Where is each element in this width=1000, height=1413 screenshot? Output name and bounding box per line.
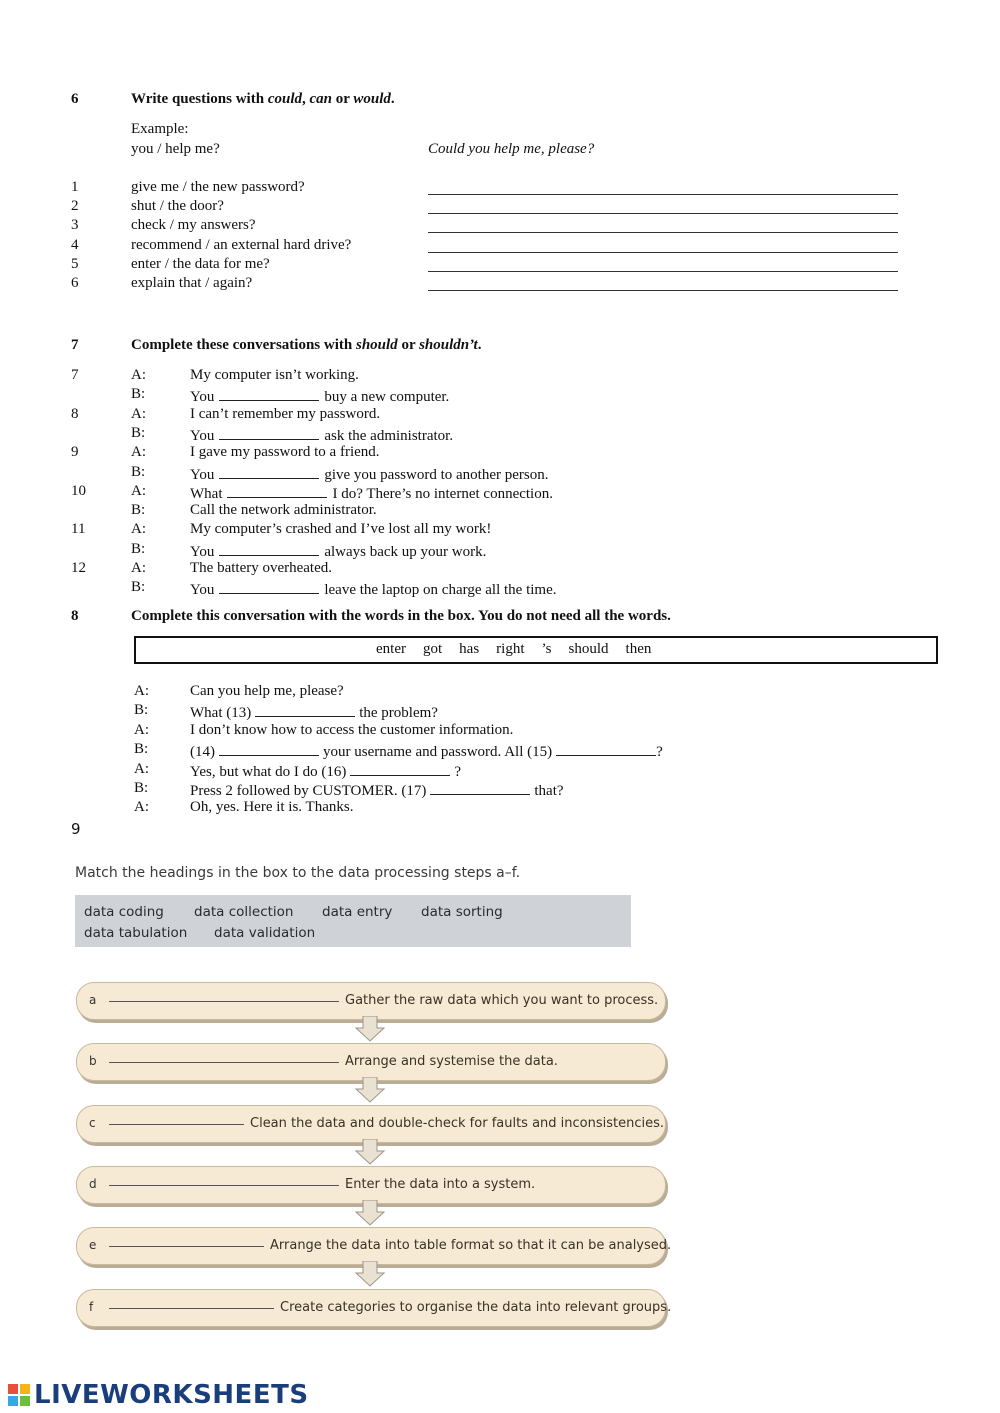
dialog-line — [190, 521, 491, 538]
dialog-text: buy a new computer. — [324, 389, 450, 406]
speaker-label: A: — [134, 760, 149, 777]
dialog-text: always back up your work. — [324, 543, 487, 560]
dialog-line — [190, 741, 663, 761]
dialog-text: Yes, but what do I do (16) — [190, 763, 347, 780]
ex6-instruction: Write questions with could, can or would. — [131, 91, 395, 107]
speaker-label: A: — [134, 799, 149, 816]
word-box-word: should — [568, 641, 609, 657]
word-box-word: ’s — [541, 641, 552, 657]
speaker-label: B: — [131, 463, 146, 480]
step-letter: f — [89, 1299, 94, 1314]
dialog-line — [190, 761, 461, 781]
dialog-line — [190, 702, 438, 722]
dialog-text: Call the network administrator. — [190, 502, 377, 519]
speaker-label: A: — [134, 721, 149, 738]
ex7-instruction: Complete these conversations with should or shouldn’t. — [131, 337, 482, 353]
answer-blank[interactable] — [430, 780, 530, 795]
dialog-text: Oh, yes. Here it is. Thanks. — [190, 799, 354, 816]
answer-blank[interactable] — [109, 1185, 339, 1186]
speaker-label: A: — [131, 521, 146, 538]
heading-item: data sorting — [421, 904, 503, 920]
ex7-number: 7 — [71, 337, 79, 353]
ex6-number: 6 — [71, 91, 79, 107]
conversation-number: 8 — [71, 405, 79, 422]
dialog-text: leave the laptop on charge all the time. — [324, 582, 557, 599]
down-arrow-icon — [355, 1077, 385, 1103]
dialog-line — [190, 799, 353, 816]
answer-line[interactable] — [428, 271, 898, 272]
answer-blank[interactable] — [556, 741, 656, 756]
item-prompt: explain that / again? — [131, 275, 253, 291]
dialog-text: The battery overheated. — [190, 560, 333, 576]
dialog-line — [190, 406, 380, 423]
answer-blank[interactable] — [255, 702, 355, 717]
dialog-text: Press 2 followed by CUSTOMER. (17) — [190, 783, 427, 799]
answer-blank[interactable] — [219, 579, 319, 594]
speaker-label: A: — [131, 367, 146, 383]
step-description: Arrange the data into table format so that it can be analysed. — [270, 1238, 672, 1254]
answer-blank[interactable] — [109, 1246, 264, 1247]
dialog-line — [190, 483, 553, 503]
speaker-label: B: — [131, 540, 146, 557]
word-box-word: then — [625, 641, 652, 657]
down-arrow-icon — [355, 1261, 385, 1287]
step-letter: e — [89, 1238, 97, 1253]
dialog-text: I do? There’s no internet connection. — [332, 485, 553, 502]
dialog-text: ? — [454, 763, 462, 780]
step-description: Clean the data and double-check for faults and inconsistencies. — [250, 1115, 665, 1131]
dialog-line — [190, 780, 564, 800]
down-arrow-icon — [355, 1016, 385, 1042]
item-prompt: give me / the new password? — [131, 179, 305, 195]
step-letter: a — [89, 993, 97, 1007]
item-number: 1 — [71, 179, 79, 195]
step-description: Gather the raw data which you want to process. — [345, 993, 659, 1008]
step-description: Arrange and systemise the data. — [345, 1054, 558, 1070]
speaker-label: B: — [131, 579, 146, 596]
dialog-text: You — [190, 466, 215, 483]
dialog-text: I don’t know how to access the customer information. — [190, 721, 514, 738]
process-step — [76, 1043, 666, 1081]
item-number: 2 — [71, 198, 79, 215]
dialog-line — [190, 464, 548, 484]
answer-blank[interactable] — [109, 1308, 274, 1309]
logo-blocks-icon — [8, 1384, 32, 1408]
dialog-text: You — [190, 543, 215, 560]
process-step — [76, 1166, 666, 1204]
step-letter: b — [89, 1054, 97, 1069]
answer-line[interactable] — [428, 252, 898, 253]
speaker-label: B: — [134, 741, 149, 758]
process-step — [76, 1227, 672, 1265]
dialog-text: What — [190, 485, 223, 502]
dialog-text: You — [190, 582, 215, 599]
step-description: Create categories to organise the data into relevant groups. — [280, 1299, 672, 1315]
dialog-line — [190, 560, 332, 577]
process-step — [76, 982, 666, 1020]
conversation-number: 7 — [71, 367, 79, 383]
dialog-text: ? — [656, 744, 663, 761]
answer-blank[interactable] — [219, 741, 319, 756]
ex8-number: 8 — [71, 608, 79, 624]
dialog-text: What (13) — [190, 705, 252, 722]
ex6-example-answer: Could you help me, please? — [428, 141, 595, 157]
speaker-label: A: — [134, 683, 149, 699]
answer-blank[interactable] — [219, 464, 319, 479]
item-prompt: enter / the data for me? — [131, 255, 270, 272]
speaker-label: A: — [131, 405, 146, 422]
dialog-text: You — [190, 389, 215, 406]
ex8-instruction: Complete this conversation with the words in the box. You do not need all the words. — [131, 608, 671, 624]
dialog-text: Can you help me, please? — [190, 683, 344, 699]
speaker-label: A: — [131, 482, 146, 499]
ex6-example-prompt: you / help me? — [131, 141, 220, 157]
dialog-line — [190, 444, 380, 461]
word-box-word: right — [496, 641, 525, 657]
conversation-number: 10 — [71, 482, 86, 499]
dialog-line — [190, 386, 449, 406]
speaker-label: A: — [131, 444, 146, 461]
item-prompt: shut / the door? — [131, 198, 224, 215]
step-letter: d — [89, 1176, 97, 1191]
dialog-line — [190, 541, 486, 561]
dialog-line — [190, 722, 513, 739]
dialog-line — [190, 683, 344, 700]
step-letter: c — [89, 1115, 96, 1130]
item-number: 3 — [71, 217, 79, 234]
item-prompt: recommend / an external hard drive? — [131, 236, 352, 253]
dialog-line — [190, 425, 453, 445]
down-arrow-icon — [355, 1139, 385, 1165]
dialog-line — [190, 367, 359, 384]
answer-line[interactable] — [428, 232, 898, 233]
dialog-text: I gave my password to a friend. — [190, 444, 380, 461]
answer-blank[interactable] — [227, 483, 327, 498]
dialog-text: My computer isn’t working. — [190, 367, 359, 383]
answer-blank[interactable] — [219, 541, 319, 556]
speaker-label: B: — [134, 780, 149, 796]
process-step — [76, 1289, 672, 1327]
word-box-word: enter — [376, 641, 406, 657]
answer-blank[interactable] — [109, 1062, 339, 1063]
dialog-text: give you password to another person. — [324, 466, 549, 483]
dialog-line — [190, 502, 377, 519]
item-number: 4 — [71, 236, 79, 253]
dialog-text: (14) — [190, 744, 215, 761]
answer-blank[interactable] — [219, 425, 319, 440]
step-description: Enter the data into a system. — [345, 1176, 536, 1192]
headings-box — [75, 895, 631, 947]
item-number: 5 — [71, 255, 79, 272]
answer-blank[interactable] — [219, 386, 319, 401]
speaker-label: B: — [131, 424, 146, 441]
answer-line[interactable] — [428, 194, 898, 195]
heading-item: data tabulation — [84, 925, 188, 941]
conversation-number: 12 — [71, 560, 86, 576]
word-box — [134, 636, 938, 664]
dialog-line — [190, 579, 556, 599]
heading-item: data entry — [322, 904, 393, 920]
answer-blank[interactable] — [109, 1124, 244, 1125]
conversation-number: 11 — [71, 521, 86, 538]
dialog-text: ask the administrator. — [324, 427, 454, 444]
speaker-label: B: — [134, 702, 149, 719]
ex9-number: 9 — [71, 820, 81, 838]
process-step — [76, 1105, 666, 1143]
dialog-text: My computer’s crashed and I’ve lost all my work! — [190, 521, 492, 538]
ex9-instruction: Match the headings in the box to the data processing steps a–f. — [75, 865, 521, 881]
dialog-text: the problem? — [359, 705, 438, 722]
speaker-label: B: — [131, 502, 146, 519]
ex6-example-label: Example: — [131, 121, 189, 137]
logo-text: LIVEWORKSHEETS — [34, 1380, 309, 1410]
answer-line[interactable] — [428, 290, 898, 291]
heading-item: data collection — [194, 904, 294, 920]
speaker-label: B: — [131, 386, 146, 403]
word-box-word: has — [459, 641, 480, 657]
item-number: 6 — [71, 275, 79, 291]
item-prompt: check / my answers? — [131, 217, 256, 234]
conversation-number: 9 — [71, 444, 79, 461]
answer-line[interactable] — [428, 213, 898, 214]
dialog-text: I can’t remember my password. — [190, 405, 381, 422]
dialog-text: that? — [534, 783, 564, 799]
word-box-word: got — [422, 641, 443, 657]
answer-blank[interactable] — [350, 761, 450, 776]
speaker-label: A: — [131, 560, 146, 576]
down-arrow-icon — [355, 1200, 385, 1226]
answer-blank[interactable] — [109, 1001, 339, 1002]
dialog-text: You — [190, 427, 215, 444]
dialog-text: your username and password. All (15) — [323, 744, 553, 761]
heading-item: data validation — [214, 925, 316, 941]
heading-item: data coding — [84, 904, 164, 920]
